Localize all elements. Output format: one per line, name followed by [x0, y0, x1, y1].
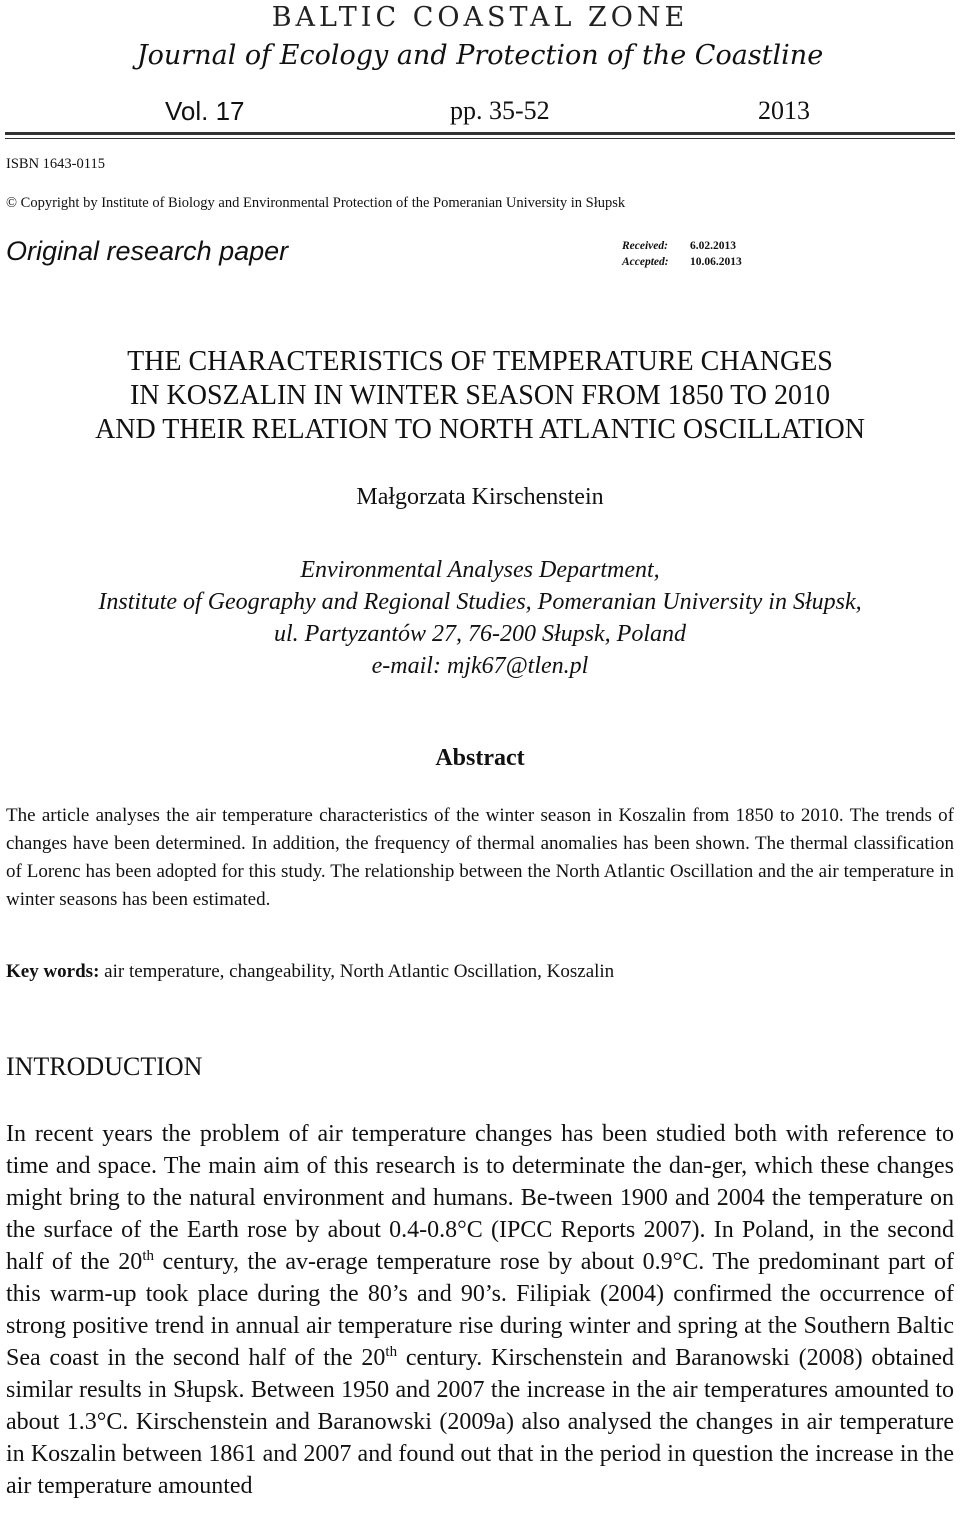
received-label: Received: [622, 240, 668, 252]
copyright-notice: © Copyright by Institute of Biology and Environmental Protection of the Pomeranian University in Słupsk [6, 195, 626, 211]
accepted-label: Accepted: [622, 256, 669, 268]
title-line: AND THEIR RELATION TO NORTH ATLANTIC OSCILLATION [95, 414, 865, 445]
affiliation [0, 554, 960, 682]
volume: Vol. 17 [165, 96, 245, 126]
affiliation-line: Environmental Analyses Department, [300, 557, 660, 583]
title-line: IN KOSZALIN IN WINTER SEASON FROM 1850 TO 2010 [129, 380, 830, 411]
intro-text-part: century, the av-erage temperature rose by about 0.9°C. The predominant part of this warm-up took place during the 80’s and 90’s. Filipiak (2004) confirmed the occurrence of strong positive trend in annual air temperature rise during winter and spring at the Southern Baltic Sea coast in the second half of the 20 [6, 1249, 955, 1371]
intro-text-part: century. Kirschenstein and Baranowski (2008) obtained similar results in Słupsk. Between 1950 and 2007 the increase in the air temperatures amounted to about 1.3°C. Kirschenstein and Baranowski (2009a) also analysed the changes in air temperature in Koszalin between 1861 and 2007 and found out that in the period in question the increase in the air temperature amounted [6, 1345, 954, 1499]
keywords-list: air temperature, changeability, North Atlantic Oscillation, Koszalin [99, 961, 615, 982]
superscript: th [142, 1248, 154, 1264]
paper-type: Original research paper [6, 236, 289, 266]
received-date: 6.02.2013 [690, 240, 736, 252]
accepted-row [622, 254, 742, 270]
intro-text-part: In recent years the problem of air temperature changes has been studied both with reference to time and space. The main aim of this research is to determinate the dan-ger, which these changes might bring to the natural environment and humans. Be-tween 1900 and 2004 the temperature on the surface of the Earth rose by about 0.4-0.8°C (IPCC Reports 2007). In Poland, in the second half of the 20 [6, 1121, 954, 1275]
paper-title [0, 345, 960, 447]
received-row [622, 238, 742, 254]
keywords-label: Key words: [6, 961, 100, 982]
keywords [6, 958, 954, 986]
abstract-text: The article analyses the air temperature characteristics of the winter season in Koszalin from 1850 to 2010. The trends of changes have been determined. In addition, the frequency of thermal anomalies has been shown. The thermal classification of Lorenc has been adopted for this study. The relationship between the North Atlantic Oscillation and the air temperature in winter seasons has been estimated. [6, 805, 954, 910]
introduction-heading: INTRODUCTION [6, 1052, 203, 1081]
affiliation-email: e-mail: mjk67@tlen.pl [371, 653, 589, 679]
header-rule-thick [5, 132, 955, 135]
header-rule-thin [5, 138, 955, 139]
superscript: th [385, 1344, 398, 1360]
introduction-paragraph [6, 1118, 954, 1502]
author-name: Małgorzata Kirschenstein [356, 484, 604, 510]
year: 2013 [758, 96, 810, 125]
pages: pp. 35-52 [450, 96, 550, 125]
paper-dates [622, 238, 742, 270]
affiliation-line: Institute of Geography and Regional Studies, Pomeranian University in Słupsk, [98, 589, 862, 615]
accepted-date: 10.06.2013 [690, 256, 742, 268]
journal-name: BALTIC COASTAL ZONE [271, 2, 689, 33]
abstract-heading: Abstract [435, 745, 525, 771]
volume-row [165, 96, 810, 130]
journal-subtitle: Journal of Ecology and Protection of the Coastline [136, 40, 824, 71]
title-line: THE CHARACTERISTICS OF TEMPERATURE CHANGES [127, 346, 833, 377]
affiliation-line: ul. Partyzantów 27, 76-200 Słupsk, Poland [274, 621, 686, 647]
isbn: ISBN 1643-0115 [6, 156, 105, 172]
